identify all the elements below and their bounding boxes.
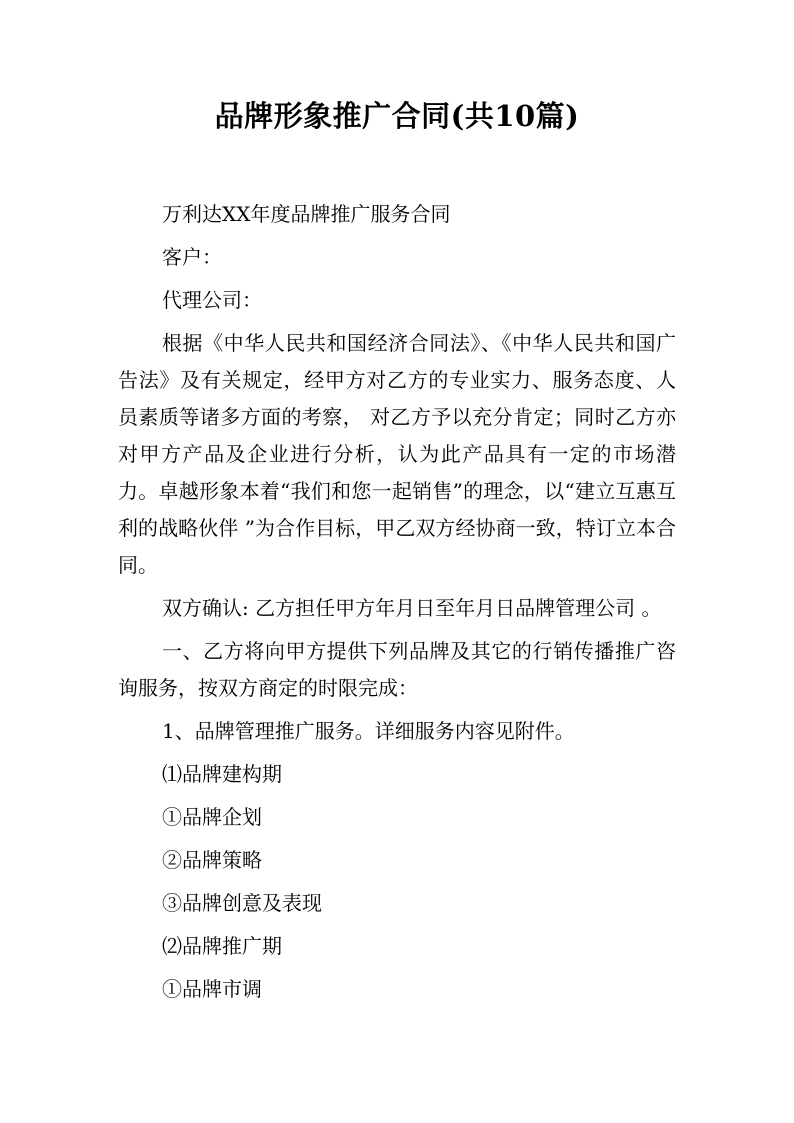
paragraph: 代理公司： xyxy=(162,288,262,312)
document-title: 品牌形象推广合同(共10篇) xyxy=(214,99,580,133)
paragraph: ⑵品牌推广期 xyxy=(162,934,282,958)
paragraph: ⑴品牌建构期 xyxy=(162,762,282,786)
paragraph: 1、品牌管理推广服务。详细服务内容见附件。 xyxy=(162,719,575,743)
document-body xyxy=(118,196,676,1008)
paragraph: 一、乙方将向甲方提供下列品牌及其它的行销传播推广咨询服务，按双方商定的时限完成： xyxy=(118,639,676,700)
paragraph: 双方确认: 乙方担任甲方年月日至年月日品牌管理公司 。 xyxy=(162,596,662,620)
paragraph: ③品牌创意及表现 xyxy=(162,891,322,915)
paragraph: 客户： xyxy=(162,245,222,269)
paragraph: ②品牌策略 xyxy=(162,848,262,872)
paragraph: ①品牌市调 xyxy=(162,977,262,1001)
paragraph: 万利达XX年度品牌推广服务合同 xyxy=(162,202,451,226)
paragraph: ①品牌企划 xyxy=(162,805,262,829)
paragraph: 根据《中华人民共和国经济合同法》、《中华人民共和国广告法》及有关规定，经甲方对乙方的专业实力、服务态度、人员素质等诸多方面的考察， 对乙方予以充分肯定；同时乙方亦对甲方产品及企业进行分析，认为此产品具有一定的市场潜力。卓越形象本着“我们和您一起销售”的理念，以“建立互惠互利的战略伙伴 ”为合作目标，甲乙双方经协商一致，特订立本合同。 xyxy=(118,331,676,577)
